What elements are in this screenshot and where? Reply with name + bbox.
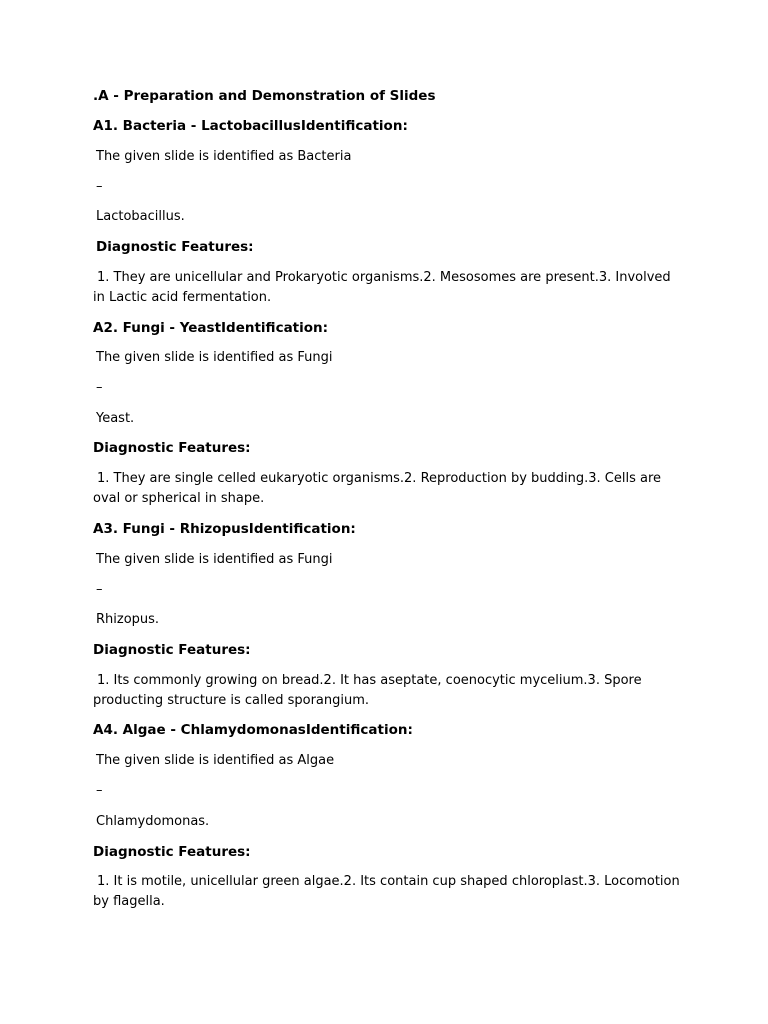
features-text-a4: 1. It is motile, unicellular green algae.2. Its contain cup shaped chloroplast.3. Locomotion by flagella. — [93, 874, 680, 909]
identification-text-a2: The given slide is identified as Fungi — [96, 350, 333, 365]
section-heading-a3: A3. Fungi - RhizopusIdentification: — [93, 521, 356, 537]
document-title: .A - Preparation and Demonstration of Slides — [93, 88, 436, 104]
organism-name-a3: Rhizopus. — [96, 612, 160, 627]
features-text-a1: 1. They are unicellular and Prokaryotic organisms.2. Mesosomes are present.3. Involved in Lactic acid fermentation. — [93, 270, 671, 305]
dash-a4: – — [96, 783, 103, 798]
identification-text-a4: The given slide is identified as Algae — [96, 753, 335, 768]
organism-name-a2: Yeast. — [96, 411, 135, 426]
dash-a2: – — [96, 380, 103, 395]
features-heading-a3: Diagnostic Features: — [93, 642, 251, 658]
dash-a1: – — [96, 179, 103, 194]
dash-a3: – — [96, 582, 103, 597]
section-heading-a2: A2. Fungi - YeastIdentification: — [93, 320, 329, 336]
identification-text-a3: The given slide is identified as Fungi — [96, 552, 333, 567]
organism-name-a4: Chlamydomonas. — [96, 814, 210, 829]
features-heading-a2: Diagnostic Features: — [93, 440, 251, 456]
organism-name-a1: Lactobacillus. — [96, 209, 185, 224]
section-heading-a4: A4. Algae - ChlamydomonasIdentification: — [93, 722, 413, 738]
features-text-a2: 1. They are single celled eukaryotic organisms.2. Reproduction by budding.3. Cells are oval or spherical in shape. — [93, 471, 662, 506]
features-heading-a4: Diagnostic Features: — [93, 844, 251, 860]
features-heading-a1: Diagnostic Features: — [96, 239, 254, 255]
features-text-a3: 1. Its commonly growing on bread.2. It has aseptate, coenocytic mycelium.3. Spore producting structure is called sporangium. — [93, 673, 642, 708]
identification-text-a1: The given slide is identified as Bacteria — [96, 149, 352, 164]
section-heading-a1: A1. Bacteria - LactobacillusIdentification: — [93, 118, 408, 134]
